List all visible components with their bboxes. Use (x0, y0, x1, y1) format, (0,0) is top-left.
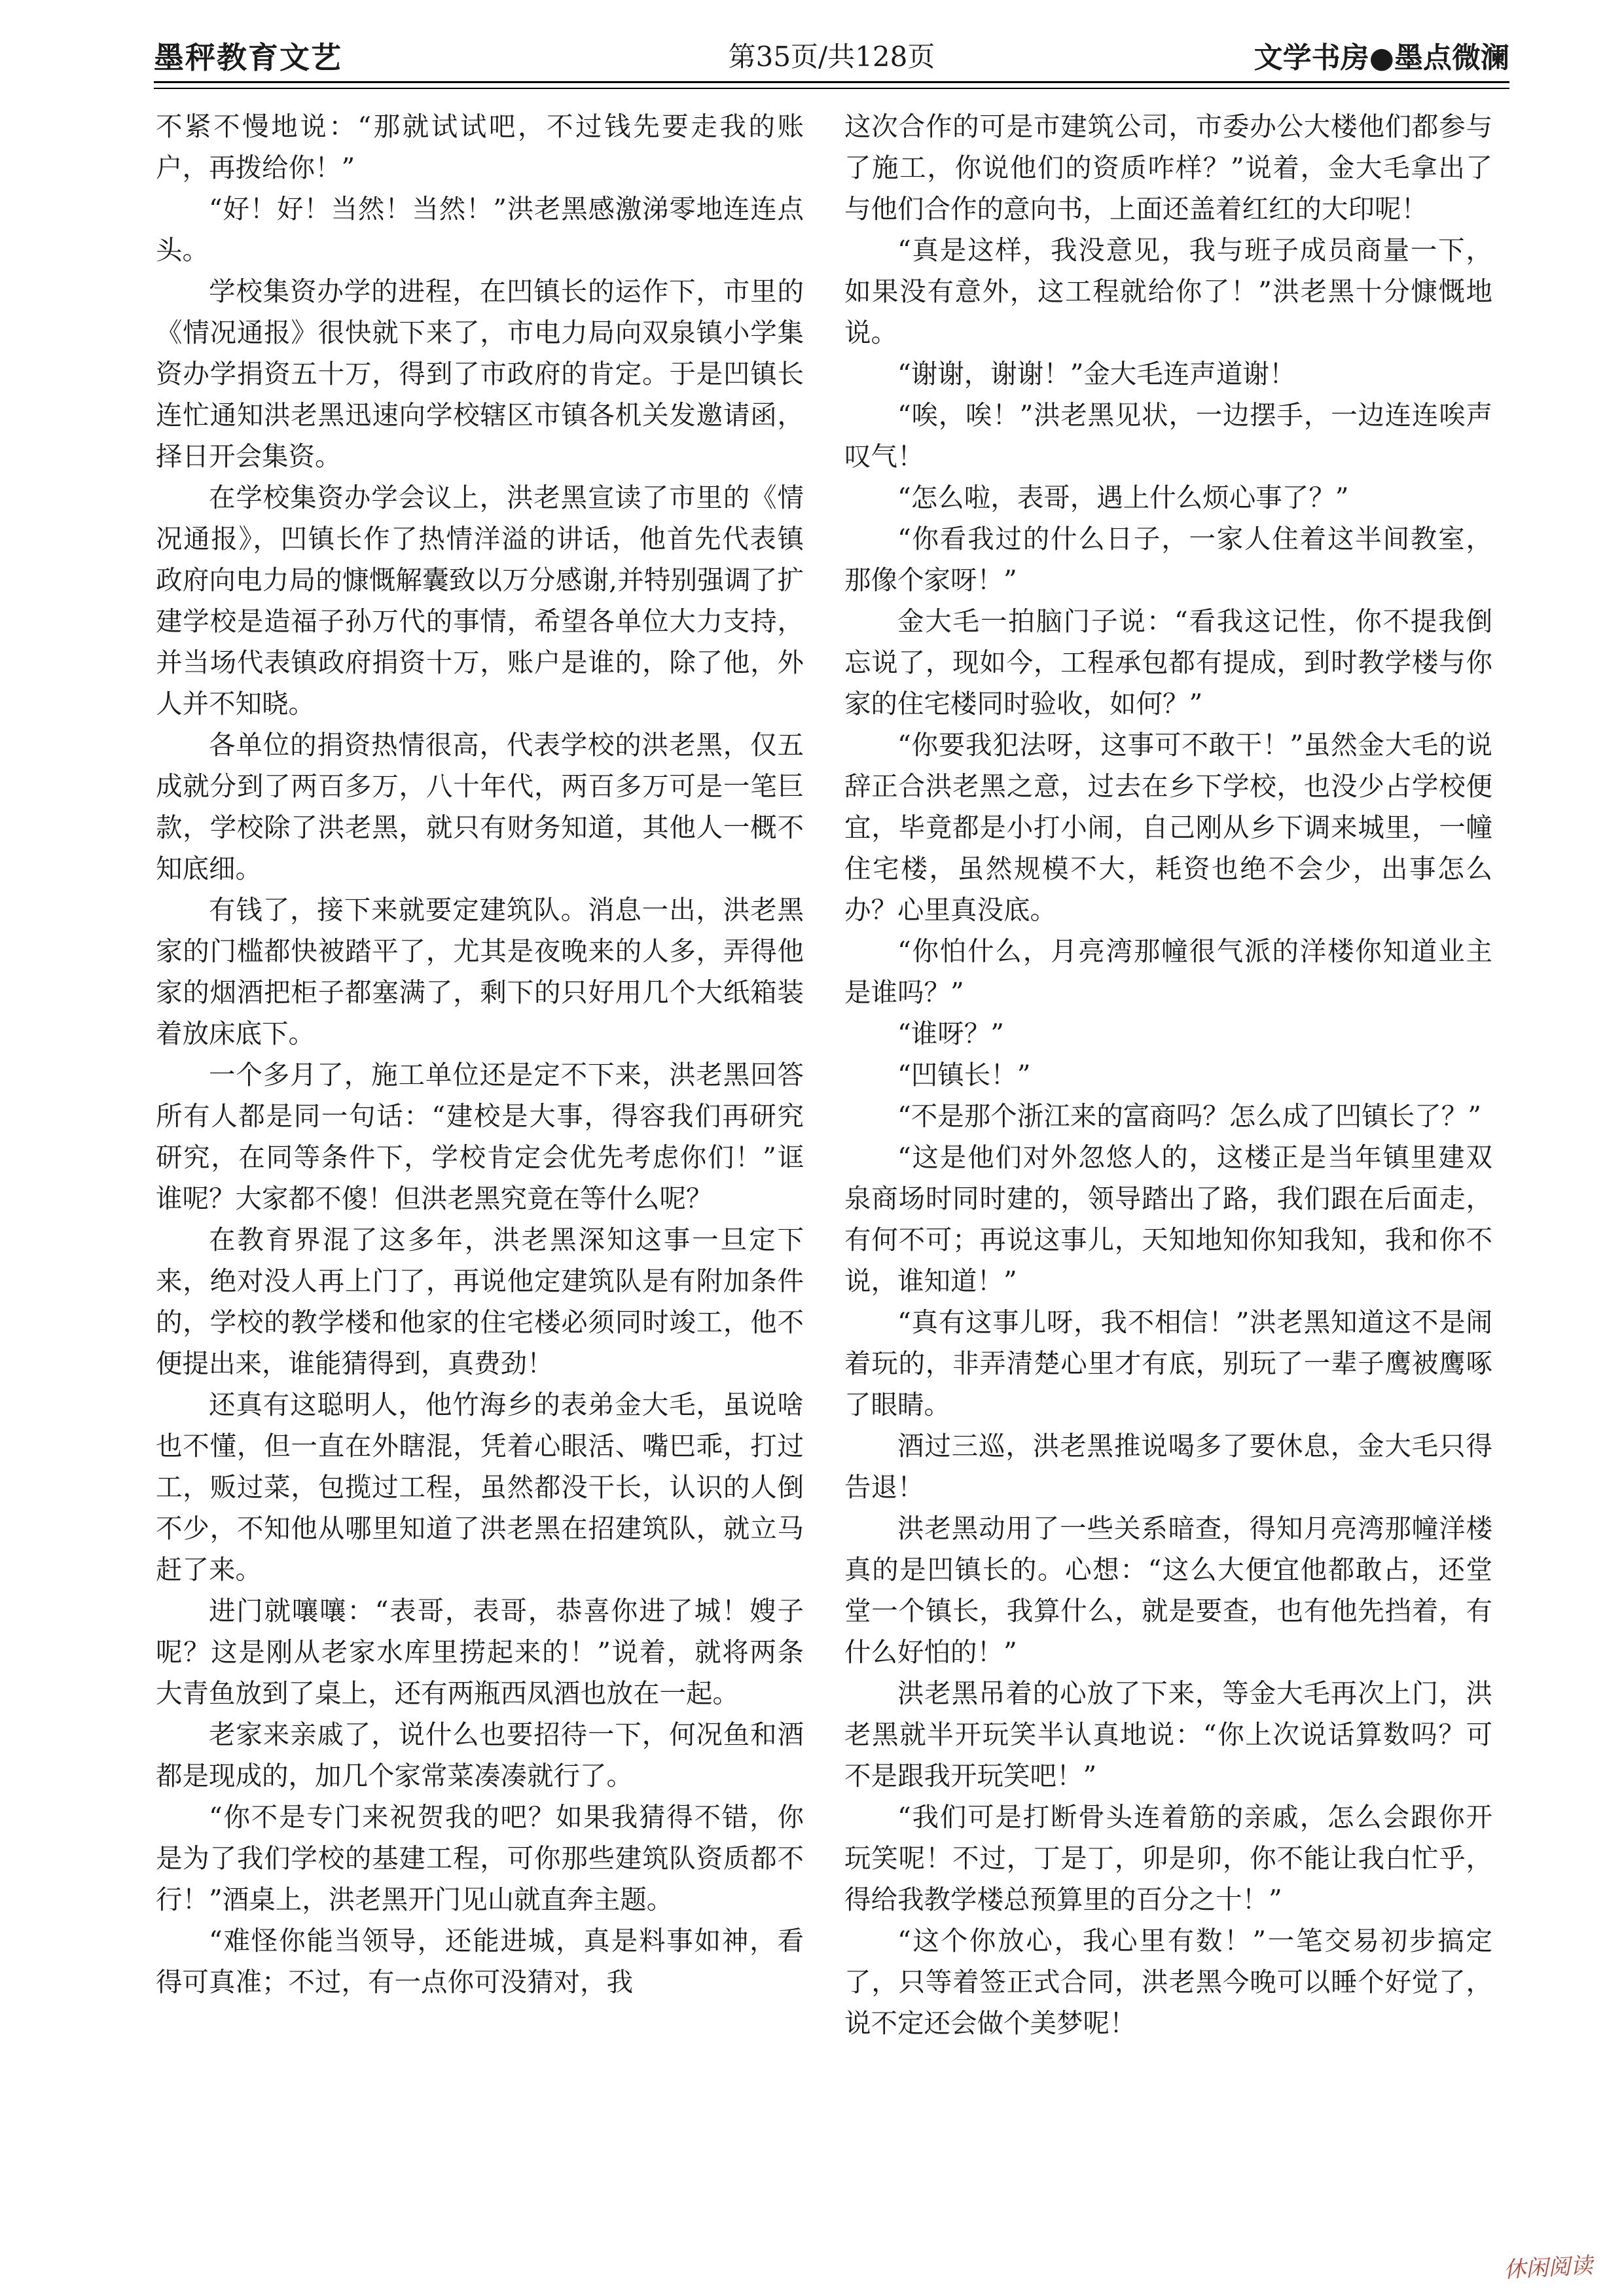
paragraph: 这次合作的可是市建筑公司，市委办公大楼他们都参与了施工，你说他们的资质咋样？”说着，金大毛拿出了与他们合作的意向书，上面还盖着红红的大印呢！ (844, 111, 1492, 224)
header-rule-thick (154, 81, 1509, 83)
paragraph: 还真有这聪明人，他竹海乡的表弟金大毛，虽说啥也不懂，但一直在外瞎混，凭着心眼活、嘴巴乖，打过工，贩过菜，包揽过工程，虽然都没干长，认识的人倒不少，不知他从哪里知道了洪老黑在招建筑队，就立马赶了来。 (156, 1389, 804, 1585)
paragraph: “你不是专门来祝贺我的吧？如果我猜得不错，你是为了我们学校的基建工程，可你那些建筑队资质都不行！”酒桌上，洪老黑开门见山就直奔主题。 (156, 1801, 804, 1915)
paragraph: 老家来亲戚了，说什么也要招待一下，何况鱼和酒都是现成的，加几个家常菜凑凑就行了。 (156, 1719, 804, 1791)
publication-title: 墨秤教育文艺 (154, 40, 342, 75)
paragraph: 学校集资办学的进程，在凹镇长的运作下，市里的《情况通报》很快就下来了，市电力局向双泉镇小学集资办学捐资五十万，得到了市政府的肯定。于是凹镇长连忙通知洪老黑迅速向学校辖区市镇各机关发邀请函，择日开会集资。 (156, 276, 804, 472)
paragraph: “这个你放心，我心里有数！”一笔交易初步搞定了，只等着签正式合同，洪老黑今晚可以睡个好觉了，说不定还会做个美梦呢！ (844, 1925, 1492, 2039)
paragraph: 进门就嚷嚷：“表哥，表哥，恭喜你进了城！嫂子呢？这是刚从老家水库里捞起来的！”说着，就将两条大青鱼放到了桌上，还有两瓶西凤酒也放在一起。 (156, 1595, 804, 1709)
paragraph: 在学校集资办学会议上，洪老黑宣读了市里的《情况通报》，凹镇长作了热情洋溢的讲话，他首先代表镇政府向电力局的慷慨解囊致以万分感谢,并特别强调了扩建学校是造福子孙万代的事情，希望各单位大力支持，并当场代表镇政府捐资十万，账户是谁的，除了他，外人并不知晓。 (156, 482, 804, 719)
paragraph: “你怕什么，月亮湾那幢很气派的洋楼你知道业主是谁吗？” (844, 935, 1492, 1008)
paragraph: 洪老黑吊着的心放了下来，等金大毛再次上门，洪老黑就半开玩笑半认真地说：“你上次说话算数吗？可不是跟我开玩笑吧！” (844, 1677, 1492, 1791)
paragraph: 有钱了，接下来就要定建筑队。消息一出，洪老黑家的门槛都快被踏平了，尤其是夜晚来的人多，弄得他家的烟酒把柜子都塞满了，剩下的只好用几个大纸箱装着放床底下。 (156, 894, 804, 1049)
paragraph: “好！好！当然！当然！”洪老黑感激涕零地连连点头。 (156, 193, 804, 266)
paragraph: “谁呀？” (897, 1018, 1004, 1049)
paragraph: 在教育界混了这多年，洪老黑深知这事一旦定下来，绝对没人再上门了，再说他定建筑队是有附加条件的，学校的教学楼和他家的住宅楼必须同时竣工，他不便提出来，谁能猜得到，真费劲！ (156, 1224, 804, 1379)
page-number: 第35页/共128页 (728, 41, 935, 73)
watermark-stamp: 休闲阅读 (1503, 2252, 1594, 2284)
paragraph: “我们可是打断骨头连着筋的亲戚，怎么会跟你开玩笑呢！不过，丁是丁，卯是卯，你不能让我白忙乎，得给我教学楼总预算里的百分之十！” (844, 1801, 1492, 1915)
paragraph: 各单位的捐资热情很高，代表学校的洪老黑，仅五成就分到了两百多万，八十年代，两百多万可是一笔巨款，学校除了洪老黑，就只有财务知道，其他人一概不知底细。 (156, 729, 804, 884)
page-header (154, 31, 1509, 73)
paragraph: 一个多月了，施工单位还是定不下来，洪老黑回答所有人都是同一句话：“建校是大事，得容我们再研究研究，在同等条件下，学校肯定会优先考虑你们！”诓谁呢？大家都不傻！但洪老黑究竟在等什么呢？ (156, 1059, 804, 1214)
paragraph: “凹镇长！” (897, 1059, 1031, 1090)
paragraph: “你要我犯法呀，这事可不敢干！”虽然金大毛的说辞正合洪老黑之意，过去在乡下学校，也没少占学校便宜，毕竟都是小打小闹，自己刚从乡下调来城里，一幢住宅楼，虽然规模不大，耗资也绝不会少，出事怎么办？心里真没底。 (844, 729, 1492, 925)
paragraph: 金大毛一拍脑门子说：“看我这记性，你不提我倒忘说了，现如今，工程承包都有提成，到时教学楼与你家的住宅楼同时验收，如何？” (844, 605, 1492, 719)
left-column (156, 106, 804, 2187)
paragraph: 洪老黑动用了一些关系暗查，得知月亮湾那幢洋楼真的是凹镇长的。心想：“这么大便宜他都敢占，还堂堂一个镇长，我算什么，就是要查，也有他先挡着，有什么好怕的！” (844, 1513, 1492, 1668)
paragraph: “唉，唉！”洪老黑见状，一边摆手，一边连连唉声叹气！ (844, 399, 1492, 472)
paragraph: “你看我过的什么日子，一家人住着这半间教室，那像个家呀！” (844, 523, 1492, 596)
section-title: 文学书房●墨点微澜 (1254, 41, 1509, 75)
paragraph: “真有这事儿呀，我不相信！”洪老黑知道这不是闹着玩的，非弄清楚心里才有底，别玩了一辈子鹰被鹰啄了眼睛。 (844, 1306, 1492, 1420)
paragraph: 不紧不慢地说：“那就试试吧，不过钱先要走我的账户，再拨给你！” (156, 111, 804, 183)
paragraph: 酒过三巡，洪老黑推说喝多了要休息，金大毛只得告退！ (844, 1430, 1492, 1503)
paragraph: “真是这样，我没意见，我与班子成员商量一下，如果没有意外，这工程就给你了！”洪老黑十分慷慨地说。 (844, 234, 1492, 348)
paragraph: “不是那个浙江来的富商吗？怎么成了凹镇长了？” (897, 1100, 1481, 1132)
paragraph: “这是他们对外忽悠人的，这楼正是当年镇里建双泉商场时同时建的，领导踏出了路，我们跟在后面走，有何不可；再说这事儿，天知地知你知我知，我和你不说，谁知道！” (844, 1141, 1492, 1297)
paragraph: “谢谢，谢谢！”金大毛连声道谢！ (897, 358, 1296, 389)
paragraph: “怎么啦，表哥，遇上什么烦心事了？” (897, 482, 1349, 513)
paragraph: “难怪你能当领导，还能进城，真是料事如神，看得可真准；不过，有一点你可没猜对，我 (156, 1925, 804, 1998)
header-rule-thin (154, 88, 1509, 89)
right-column (844, 106, 1492, 2187)
